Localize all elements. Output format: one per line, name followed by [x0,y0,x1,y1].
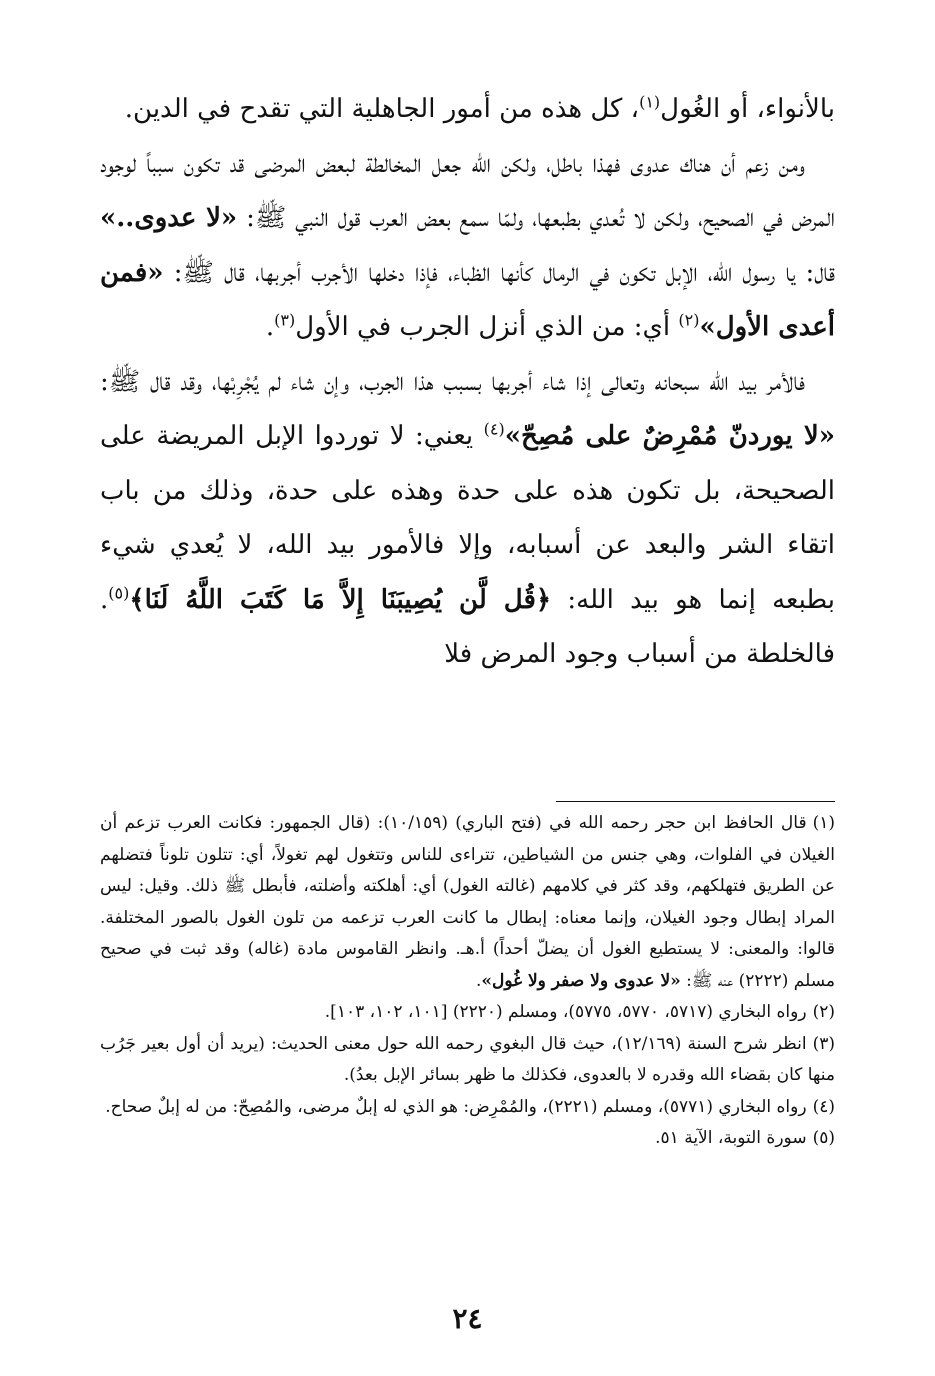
text-segment: سورة التوبة، الآية ٥١. [655,1128,807,1148]
text-segment: قال الحافظ ابن حجر رحمه الله في (فتح الباري) (١٠/١٥٩): (قال الجمهور: فكانت العرب تزعم أن الغيلان في الفلوات، وهي جنس من الشياطين، تتراءى للناس وتتغول لهم تغولاً، أي: تتلون تلوناً فتضلهم عن الطريق فتهلكهم، وقد كثر في كلامهم (غالته الغول) أي: أهلكته وأضلته، فأبطل ﷺ ذلك. وقيل: ليس المراد إبطال وجود الغيلان، وإنما معناه: إبطال ما كانت العرب تزعمه من تلون الغول بالصور المختلفة. قالوا: والمعنى: لا يستطيع الغول أن يضلّ أحداً) أ.هـ. وانظر القاموس مادة (غاله) وقد ثبت في صحيح مسلم (٢٢٢٢) عنه ﷺ: [100,813,835,991]
text-segment: ، كل هذه من أمور الجاهلية التي تقدح في الدين. [124,94,640,124]
footnote-number: (٢) [812,1002,835,1022]
text-segment: انظر شرح السنة (١٢/١٦٩)، حيث قال البغوي رحمه الله حول معنى الحديث: (يريد أن أول بعير جَرُب منها كان بقضاء الله وقدره لا بالعدوى، فكذلك ما ظهر بسائر الإبل بعدُ). [100,1033,835,1085]
emphasized-text: ﴿قُل لَّن يُصِيبَنَا إِلاَّ مَا كَتَبَ اللَّهُ لَنَا﴾ [129,584,552,615]
body-paragraph [100,82,835,137]
text-segment: رواه البخاري (٥٧١٧، ٥٧٧٠، ٥٧٧٥)، ومسلم (٢٢٢٠) [١٠١، ١٠٢، ١٠٣]. [324,1002,807,1022]
text-segment: ومن زعم أن هناك عدوى فهذا باطل، ولكن الله جعل المخالطة لبعض المرضى قد تكون سبباً لوجود المرض في الصحيح، ولكن لا تُعدي بطبعها، ولمّا سمع بعض العرب قول النبي ﷺ: [100,148,835,233]
text-segment: . فالخلطة من أسباب وجود المرض فلا [100,584,835,669]
footnote-item [100,1123,835,1155]
page-number: ٢٤ [452,1302,483,1335]
body-paragraph [100,355,835,682]
footnote-reference: (٢) [678,310,700,330]
emphasized-text: «لا يوردنّ مُمْرِضٌ على مُصِحّ» [504,421,835,451]
footnote-item [100,808,835,997]
emphasized-text: «فمن أعدى الأول» [100,257,835,342]
text-segment: . [265,312,275,342]
footnote-item [100,1092,835,1124]
footnote-reference: (٣) [274,310,296,330]
footnote-reference: (١) [639,92,661,112]
footnotes-block [100,808,835,1155]
text-segment: أي: من الذي أنزل الجرب في الأول [295,312,679,342]
text-segment: فالأمر بيد الله سبحانه وتعالى إذا شاء أجربها بسبب هذا الجرب، وإن شاء لم يُجْرِبْها، وقد قال ﷺ: [100,366,805,397]
emphasized-text: «لا عدوى..» [100,203,238,233]
text-segment: رواه البخاري (٥٧٧١)، ومسلم (٢٢٢١)، والمُمْرِض: هو الذي له إبلٌ مرضى، والمُصِحّ: من له إبلٌ صحاح. [105,1096,807,1117]
footnote-number: (٣) [812,1033,835,1054]
footnote-item [100,1029,835,1092]
footnote-item [100,997,835,1029]
footnote-reference: (٤) [483,419,505,439]
text-segment: بالأنواء، أو الغُول [660,94,835,124]
footnote-number: (٤) [812,1096,835,1117]
body-paragraph [100,137,835,355]
footnote-divider [556,801,835,802]
footnote-number: (١) [812,813,836,833]
footnote-number: (٥) [812,1128,835,1148]
main-text-block [100,82,835,682]
text-segment: . [476,970,482,991]
body-paragraphs [100,82,835,682]
text-segment: يعني: لا توردوا الإبل المريضة على الصحيحة، بل تكون هذه على حدة وهذه على حدة، وذلك من باب اتقاء الشر والبعد عن أسبابه، وإلا فالأمور بيد الله، لا يُعدي شيء بطبعه إنما هو بيد الله: [100,421,835,615]
emphasized-text: «لا عدوى ولا صفر ولا غُول» [481,970,681,991]
footnote-reference: (٥) [108,582,130,602]
text-segment: قال: يا رسول الله، الإبل تكون في الرمال كأنها الظباء، فإذا دخلها الأجرب أجربها، قال ﷺ: [163,257,835,288]
